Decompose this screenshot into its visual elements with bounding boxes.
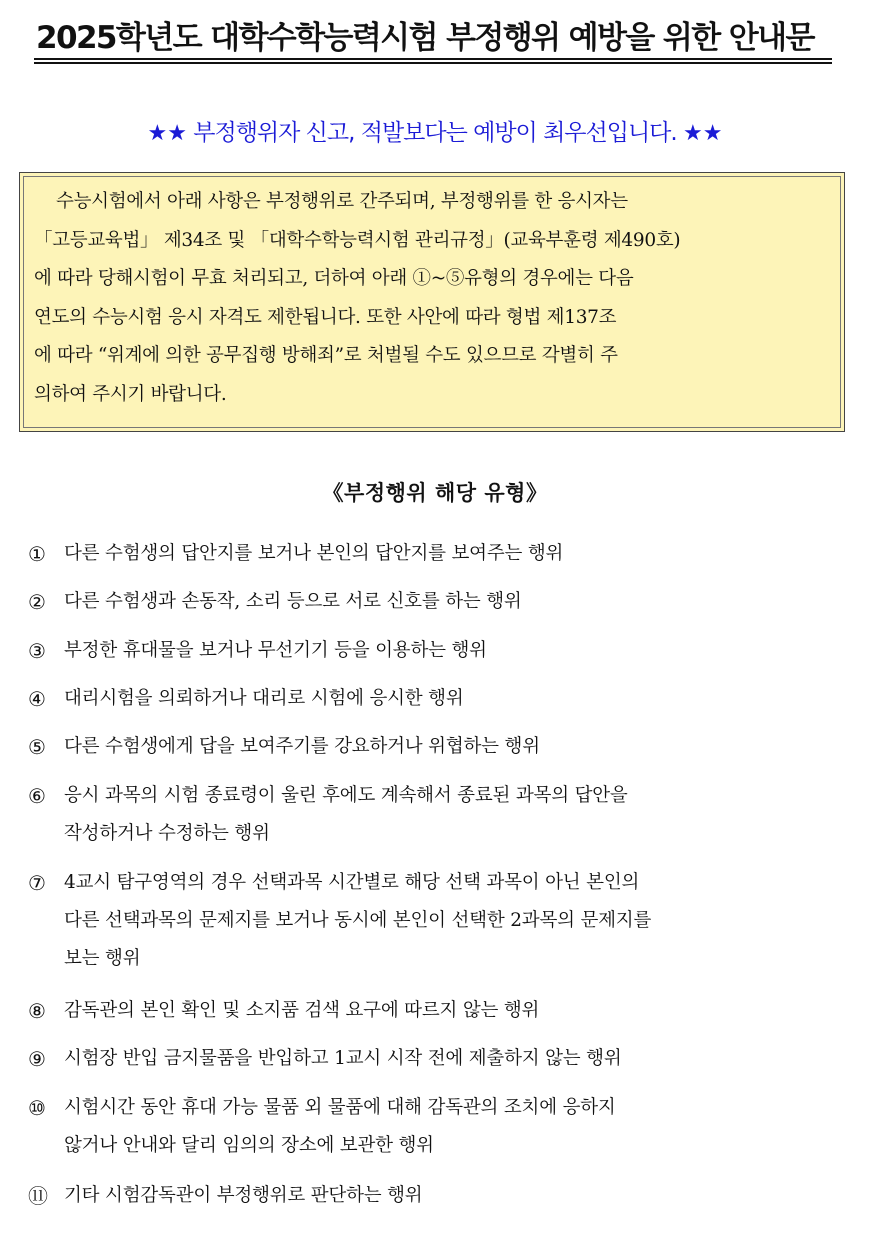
item-text-line: 않거나 안내와 달리 임의의 장소에 보관한 행위 [64, 1135, 434, 1156]
notice-line: 연도의 수능시험 응시 자격도 제한됩니다. 또한 사안에 따라 형법 제137조 [34, 306, 617, 328]
item-number: ⑦ [28, 871, 46, 895]
notice-line: 에 따라 당해시험이 무효 처리되고, 더하여 아래 ①~⑤유형의 경우에는 다음 [34, 268, 634, 289]
item-text-line: 4교시 탐구영역의 경우 선택과목 시간별로 해당 선택 과목이 아닌 본인의 [64, 872, 640, 893]
violation-item [28, 1040, 858, 1078]
item-text-line: 다른 수험생에게 답을 보여주기를 강요하거나 위협하는 행위 [64, 736, 540, 757]
violation-item [28, 777, 858, 853]
star-icon-right: ★★ [683, 121, 723, 146]
item-number: ① [28, 542, 46, 566]
star-icon-left: ★★ [147, 121, 187, 146]
item-text-line: 시험장 반입 금지물품을 반입하고 1교시 시작 전에 제출하지 않는 행위 [64, 1048, 622, 1069]
item-text [64, 583, 858, 621]
item-text [64, 992, 858, 1030]
violation-item [28, 680, 858, 718]
violation-item [28, 864, 858, 978]
item-text-line: 다른 수험생과 손동작, 소리 등으로 서로 신호를 하는 행위 [64, 591, 522, 612]
item-text-line: 시험시간 동안 휴대 가능 물품 외 물품에 대해 감독관의 조치에 응하지 [64, 1097, 616, 1118]
item-number: ⑧ [28, 999, 46, 1023]
item-number: ③ [28, 639, 46, 663]
item-text [64, 680, 858, 718]
item-text-line: 작성하거나 수정하는 행위 [64, 823, 270, 844]
violation-item [28, 632, 858, 670]
item-number: ⑪ [28, 1184, 48, 1208]
item-text-line: 다른 수험생의 답안지를 보거나 본인의 답안지를 보여주는 행위 [64, 543, 564, 564]
notice-line: 에 따라 “위계에 의한 공무집행 방해죄”로 처벌될 수도 있으므로 각별히 주 [34, 345, 618, 366]
item-text-line: 다른 선택과목의 문제지를 보거나 동시에 본인이 선택한 2과목의 문제지를 [64, 910, 652, 931]
item-text [64, 632, 858, 670]
violation-item [28, 535, 858, 573]
notice-line: 의하여 주시기 바랍니다. [34, 383, 227, 405]
item-text-line: 보는 행위 [64, 948, 141, 969]
item-text [64, 728, 858, 766]
item-text [64, 1040, 858, 1078]
violation-item [28, 583, 858, 621]
item-text-line: 기타 시험감독관이 부정행위로 판단하는 행위 [64, 1185, 423, 1206]
item-text-line: 부정한 휴대물을 보거나 무선기기 등을 이용하는 행위 [64, 640, 487, 661]
item-number: ④ [28, 687, 46, 711]
violation-item [28, 728, 858, 766]
item-text [64, 864, 858, 978]
violation-item [28, 1177, 858, 1215]
item-text-line: 응시 과목의 시험 종료령이 울린 후에도 계속해서 종료된 과목의 답안을 [64, 785, 628, 806]
item-text [64, 777, 858, 853]
item-number: ⑩ [28, 1096, 46, 1120]
document-title: 2025학년도 대학수학능력시험 부정행위 예방을 위한 안내문 [36, 20, 814, 56]
item-text-line: 대리시험을 의뢰하거나 대리로 시험에 응시한 행위 [64, 688, 464, 709]
title-underline-thick [34, 58, 832, 60]
violation-item [28, 1089, 858, 1165]
item-number: ⑥ [28, 784, 46, 808]
item-text [64, 1089, 858, 1165]
item-text [64, 1177, 858, 1215]
notice-line: 「고등교육법」 제34조 및 「대학수학능력시험 관리규정」(교육부훈령 제490호) [34, 229, 681, 251]
section-title: 《부정행위 해당 유형》 [322, 480, 548, 505]
item-number: ② [28, 590, 46, 614]
emphasis-headline [0, 117, 870, 150]
notice-line: 수능시험에서 아래 사항은 부정행위로 간주되며, 부정행위를 한 응시자는 [56, 191, 628, 212]
title-underline-thin [34, 62, 832, 64]
item-number: ⑨ [28, 1047, 46, 1071]
violation-item [28, 992, 858, 1030]
notice-box [19, 172, 845, 432]
emphasis-headline-text: 부정행위자 신고, 적발보다는 예방이 최우선입니다. [193, 120, 677, 146]
item-number: ⑤ [28, 735, 46, 759]
item-text [64, 535, 858, 573]
item-text-line: 감독관의 본인 확인 및 소지품 검색 요구에 따르지 않는 행위 [64, 1000, 540, 1021]
